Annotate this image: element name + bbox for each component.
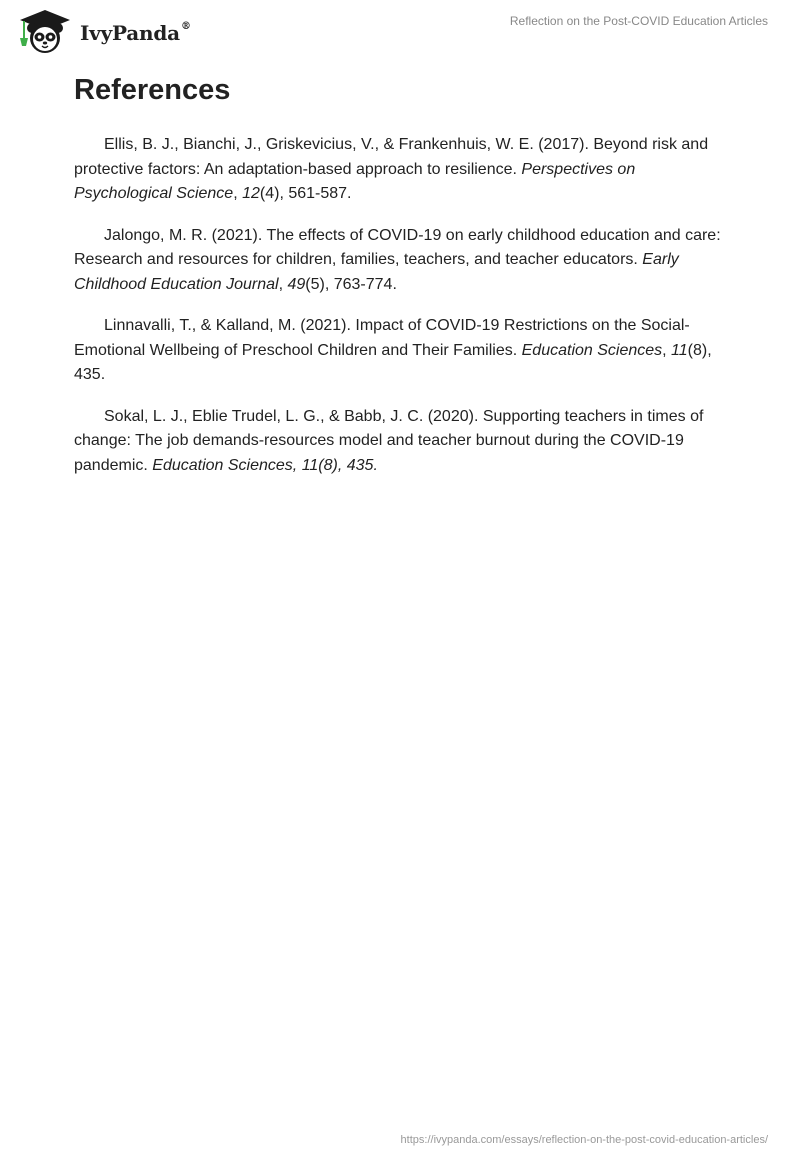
logo-wordmark: IvyPanda® [80, 21, 191, 45]
panda-graduate-icon [14, 8, 76, 56]
ivypanda-logo[interactable] [14, 8, 191, 56]
reference-item: Sokal, L. J., Eblie Trudel, L. G., & Babb, J. C. (2020). Supporting teachers in times of change: The job demands-resources model and teacher burnout during the COVID-19 pandemic. Education Sciences, 11(8), 435. [74, 407, 704, 474]
source-url-link[interactable]: https://ivypanda.com/essays/reflection-on-the-post-covid-education-articles/ [400, 1134, 768, 1146]
page-title: References [74, 74, 231, 106]
reference-item: Ellis, B. J., Bianchi, J., Griskevicius, V., & Frankenhuis, W. E. (2017). Beyond risk and protective factors: An adaptation-based approach to resilience. Perspectives on Psychological Science, 12(4), 561-587. [74, 136, 709, 202]
reference-item: Linnavalli, T., & Kalland, M. (2021). Impact of COVID-19 Restrictions on the Social-Emotional Wellbeing of Preschool Children and Their Families. Education Sciences, 11(8), 435. [74, 317, 712, 383]
references-list [74, 133, 722, 495]
document-title: Reflection on the Post-COVID Education Articles [509, 14, 768, 28]
reference-item: Jalongo, M. R. (2021). The effects of COVID-19 on early childhood education and care: Research and resources for children, families, teachers, and teacher educators. Early Childhood Education Journal, 49(5), 763-774. [74, 226, 721, 293]
